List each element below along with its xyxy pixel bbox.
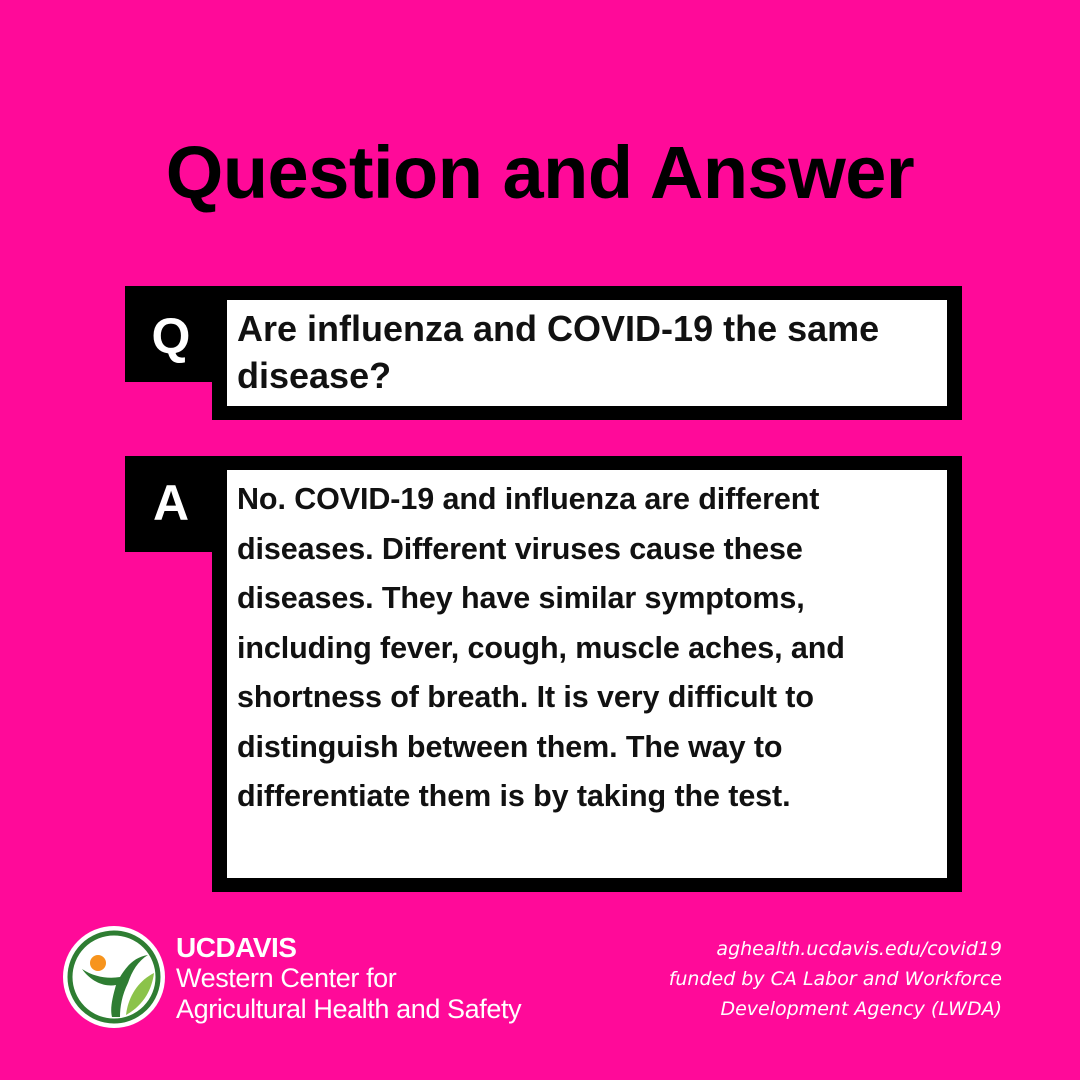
answer-text: No. COVID-19 and influenza are different diseases. Different viruses cause these diseases. They have similar symptoms, including fever, cough, muscle aches, and shortness of breath. It is very difficult to distinguish between them. The way to differentiate them is by taking the test. <box>227 470 947 878</box>
uc-davis-wordmark: UCDAVIS <box>176 932 297 963</box>
question-marker: Q <box>125 286 217 382</box>
website-url: aghealth.ucdavis.edu/covid19 <box>716 938 1002 960</box>
page-title: Question and Answer <box>165 131 915 214</box>
leaf-person-icon <box>62 925 166 1029</box>
answer-box <box>212 456 962 892</box>
question-text: Are influenza and COVID-19 the same disease? <box>227 300 947 406</box>
funding-line-1: funded by CA Labor and Workforce <box>668 968 1002 990</box>
org-line-2: Agricultural Health and Safety <box>176 994 522 1024</box>
organization-name <box>176 933 521 1025</box>
question-box <box>212 286 962 420</box>
answer-marker: A <box>125 456 217 552</box>
credits <box>582 934 1002 1024</box>
funding-line-2: Development Agency (LWDA) <box>720 998 1002 1020</box>
org-line-1: Western Center for <box>176 963 397 993</box>
